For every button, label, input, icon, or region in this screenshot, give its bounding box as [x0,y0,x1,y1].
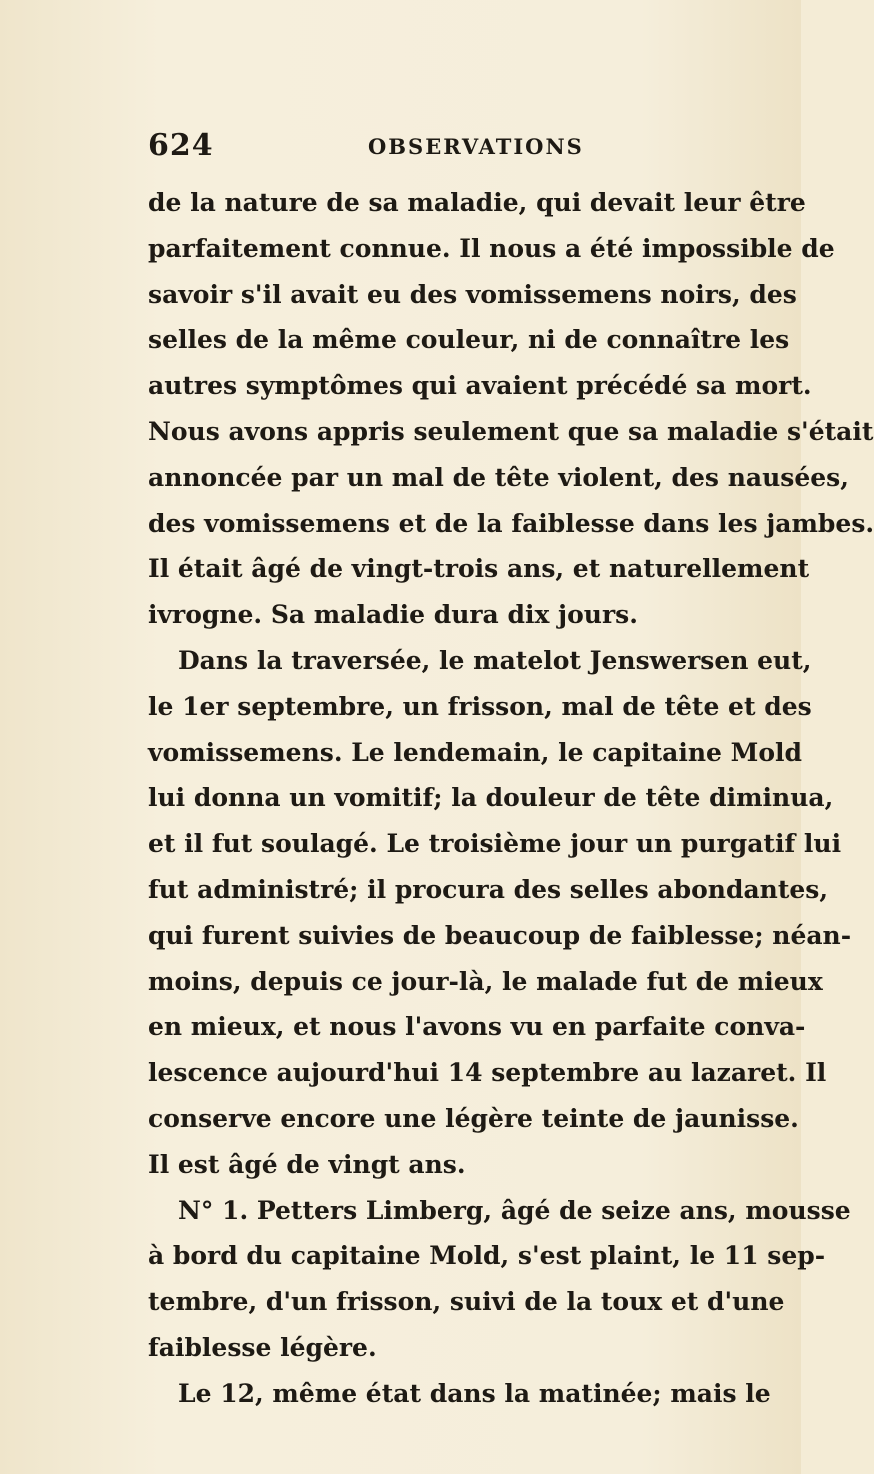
page-header [148,128,788,168]
text-line: vomissemens. Le lendemain, le capitaine Mold [148,737,802,767]
text-line: des vomissemens et de la faiblesse dans les jambes. [148,508,874,538]
text-line: fut administré; il procura des selles abondantes, [148,874,829,904]
text-line: autres symptômes qui avaient précédé sa mort. [148,371,812,401]
text-line: le 1er septembre, un frisson, mal de tête et des [148,691,812,721]
text-line: moins, depuis ce jour-là, le malade fut de mieux [148,966,823,996]
text-line: annoncée par un mal de tête violent, des nausées, [148,462,849,492]
page-number: 624 [148,128,214,163]
text-line: lescence aujourd'hui 14 septembre au lazaret. Il [148,1058,827,1088]
text-line: ivrogne. Sa maladie dura dix jours. [148,600,638,630]
text-line: et il fut soulagé. Le troisième jour un purgatif lui [148,829,842,859]
text-line: Dans la traversée, le matelot Jenswersen eut, [178,645,812,675]
text-line: selles de la même couleur, ni de connaître les [148,325,790,355]
body-text [148,180,874,1417]
text-line: faiblesse légère. [148,1332,377,1362]
text-line: Il est âgé de vingt ans. [148,1149,466,1179]
text-line: lui donna un vomitif; la douleur de tête diminua, [148,783,834,813]
text-line: tembre, d'un frisson, suivi de la toux et d'une [148,1287,785,1317]
text-line: de la nature de sa maladie, qui devait leur être [148,188,806,217]
text-line: en mieux, et nous l'avons vu en parfaite conva- [148,1012,806,1042]
text-line: Nous avons appris seulement que sa maladie s'était [148,416,874,446]
text-line: Il était âgé de vingt-trois ans, et naturellement [148,554,810,584]
text-line: Le 12, même état dans la matinée; mais le [178,1378,771,1408]
text-line: qui furent suivies de beaucoup de faiblesse; néan- [148,920,852,950]
text-line: N° 1. Petters Limberg, âgé de seize ans, mousse [178,1195,851,1225]
text-line: à bord du capitaine Mold, s'est plaint, le 11 sep- [148,1241,826,1271]
text-line: savoir s'il avait eu des vomissemens noirs, des [148,279,797,309]
running-head: OBSERVATIONS [368,134,584,159]
text-line: conserve encore une légère teinte de jaunisse. [148,1103,799,1133]
text-line: parfaitement connue. Il nous a été impossible de [148,233,835,263]
